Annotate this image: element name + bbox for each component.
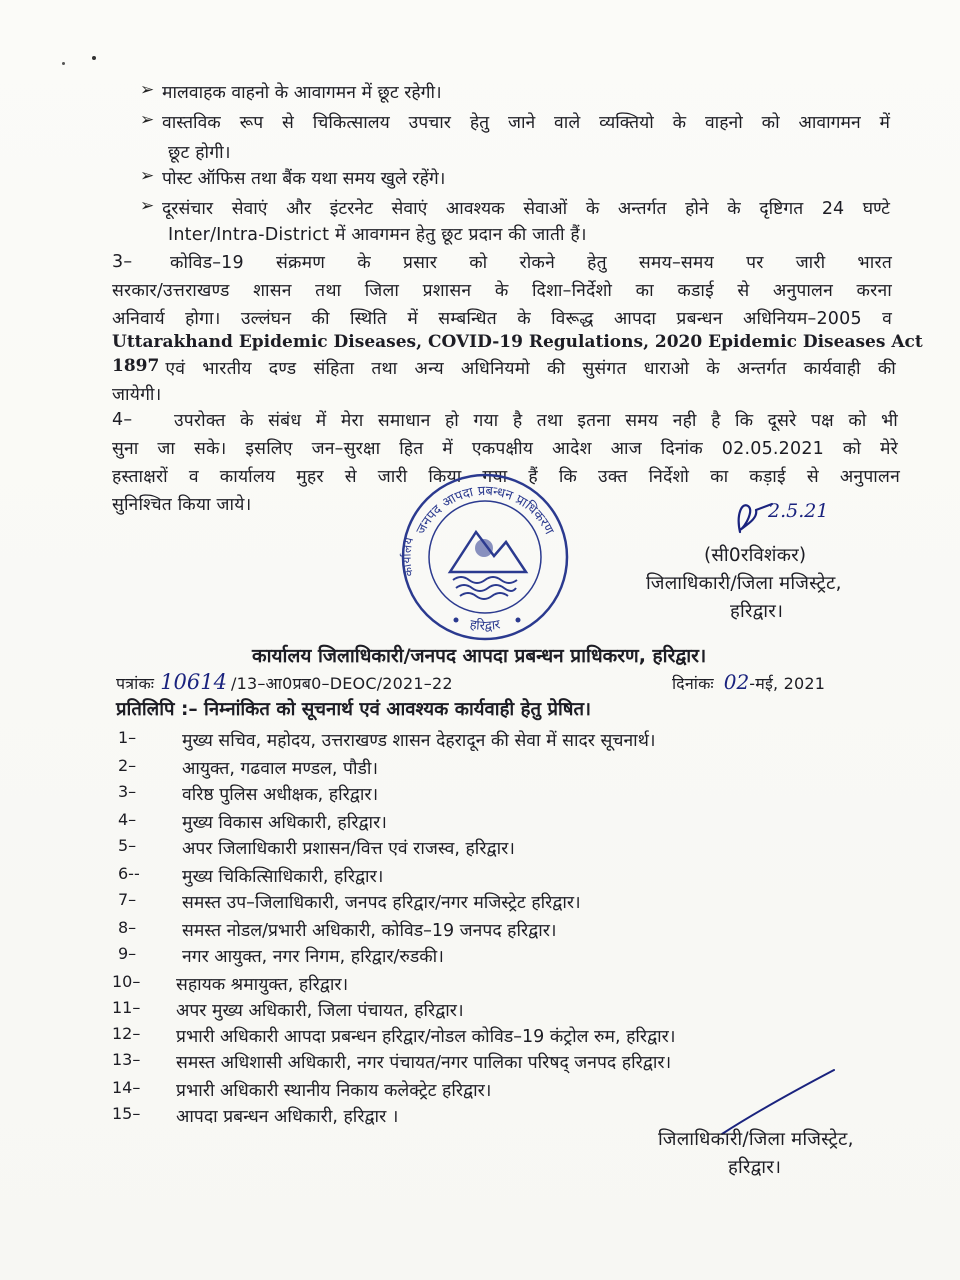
arrow-bullet-icon: ➢ xyxy=(140,80,155,100)
recipient-text: मुख्य सचिव, महोदय, उत्तराखण्ड शासन देहरादून की सेवा में सादर सूचनार्थ। xyxy=(182,731,656,751)
stamp-emblem-icon xyxy=(450,532,526,599)
recipient-text: समस्त नोडल/प्रभारी अधिकारी, कोविड–19 जनपद हरिद्वार। xyxy=(182,921,557,941)
recipient-item xyxy=(118,890,581,914)
para4-number: 4– xyxy=(112,410,133,430)
date-handwritten-day: 02 xyxy=(723,670,750,694)
para4-line: सुना जा सके। इसलिए जन–सुरक्षा हित में एकपक्षीय आदेश आज दिनांक 02.05.2021 को मेरे xyxy=(112,439,898,459)
stamp-ring-text: जनपद आपदा प्रबन्धन प्राधिकरण xyxy=(413,483,557,538)
recipient-number: 7– xyxy=(118,890,137,909)
act-year: 1897 xyxy=(112,356,160,376)
recipient-text: सहायक श्रमायुक्त, हरिद्वार। xyxy=(176,975,349,995)
bullet-item xyxy=(140,110,890,134)
recipient-item xyxy=(112,1104,398,1128)
reference-date xyxy=(672,670,825,694)
recipient-text: समस्त अधिशासी अधिकारी, नगर पंचायत/नगर पालिका परिषद् जनपद हरिद्वार। xyxy=(176,1053,672,1073)
bullet-text: दूरसंचार सेवाएं और इंटरनेट सेवाएं आवश्यक सेवाओं के अन्तर्गत होने के दृष्टिगत 24 घण्टे xyxy=(162,199,890,219)
bullet-text: पोस्ट ऑफिस तथा बैंक यथा समय खुले रहेंगे। xyxy=(162,169,446,189)
recipient-number: 5– xyxy=(118,836,137,855)
signatory-designation: जिलाधिकारी/जिला मजिस्ट्रेट, xyxy=(646,573,842,594)
bullet-item xyxy=(140,196,890,220)
copy-heading: प्रतिलिपि :– निम्नांकित को सूचनार्थ एवं आवश्यक कार्यवाही हेतु प्रेषित। xyxy=(116,699,592,720)
arrow-bullet-icon: ➢ xyxy=(140,110,155,130)
recipient-number: 14– xyxy=(112,1078,141,1097)
recipient-text: वरिष्ठ पुलिस अधीक्षक, हरिद्वार। xyxy=(182,785,379,805)
recipient-item xyxy=(118,782,378,806)
scan-speck xyxy=(92,56,96,60)
recipient-item xyxy=(112,972,348,996)
bullet-text: मालवाहक वाहनो के आवागमन में छूट रहेगी। xyxy=(162,83,442,103)
recipient-item xyxy=(118,864,383,888)
recipient-number: 13– xyxy=(112,1050,141,1069)
recipient-item xyxy=(118,944,444,968)
para3-line: कोविड–19 संक्रमण के प्रसार को रोकने हेतु समय–समय पर जारी भारत xyxy=(170,253,892,273)
stamp-bottom-text: हरिद्वार xyxy=(468,617,502,635)
recipient-text: प्रभारी अधिकारी आपदा प्रबन्धन हरिद्वार/नोडल कोविड–19 कंट्रोल रुम, हरिद्वार। xyxy=(176,1027,676,1047)
recipient-item xyxy=(118,918,557,942)
office-header: कार्यालय जिलाधिकारी/जनपद आपदा प्रबन्धन प्राधिकरण, हरिद्वार। xyxy=(252,645,707,667)
handwritten-date: 2.5.21 xyxy=(768,500,829,522)
recipient-text: अपर मुख्य अधिकारी, जिला पंचायत, हरिद्वार। xyxy=(176,1001,464,1021)
para3-line: जायेगी। xyxy=(112,385,162,405)
bullet-text: वास्तविक रूप से चिकित्सालय उपचार हेतु जाने वाले व्यक्तियो के वाहनो को आवागमन में xyxy=(162,113,890,133)
para3-line-latin: Uttarakhand Epidemic Diseases, COVID-19 Regulations, 2020 Epidemic Diseases Act xyxy=(112,332,923,352)
para3-number: 3– xyxy=(112,252,133,272)
recipient-text: मुख्य विकास अधिकारी, हरिद्वार। xyxy=(182,813,387,833)
recipient-number: 12– xyxy=(112,1024,141,1043)
para3-line: अनिवार्य होगा। उल्लंघन की स्थिति में सम्बन्धित के विरूद्ध आपदा प्रबन्धन अधिनियम–2005 व xyxy=(112,309,892,329)
svg-text:कार्यालय xyxy=(400,535,417,578)
stamp-left-text: कार्यालय xyxy=(399,535,417,578)
recipient-item xyxy=(112,998,464,1022)
arrow-bullet-icon: ➢ xyxy=(140,196,155,216)
recipient-item xyxy=(118,810,387,834)
para3-line: सरकार/उत्तराखण्ड शासन तथा जिला प्रशासन के दिशा–निर्देशो का कडाई से अनुपालन करना xyxy=(112,281,892,301)
recipient-number: 2– xyxy=(118,756,137,775)
recipient-number: 3– xyxy=(118,782,137,801)
recipient-text: अपर जिलाधिकारी प्रशासन/वित्त एवं राजस्व, हरिद्वार। xyxy=(182,839,515,859)
date-label: दिनांकः xyxy=(672,674,714,693)
recipient-item xyxy=(118,728,656,752)
arrow-bullet-icon: ➢ xyxy=(140,166,155,186)
bullet-text-cont: छूट होगी। xyxy=(168,143,231,163)
recipient-item xyxy=(112,1078,491,1102)
para4-line: उपरोक्त के संबंध में मेरा समाधान हो गया है तथा इतना समय नही है कि दूसरे पक्ष को भी xyxy=(174,411,898,431)
recipient-number: 15– xyxy=(112,1104,141,1123)
para4-line: हस्ताक्षरों व कार्यालय मुहर से जारी किया गया हैं कि उक्त निर्देशो का कड़ाई से अनुपालन xyxy=(112,467,900,487)
recipient-text: मुख्य चिकित्सािधिकारी, हरिद्वार। xyxy=(182,867,384,887)
signatory-designation: जिलाधिकारी/जिला मजिस्ट्रेट, xyxy=(658,1129,854,1150)
signatory-place: हरिद्वार। xyxy=(728,1157,782,1178)
para3-line-text: एवं भारतीय दण्ड संहिता तथा अन्य अधिनियमो की सुसंगत धाराओ के अन्तर्गत कार्यवाही की xyxy=(165,359,896,379)
recipient-text: नगर आयुक्त, नगर निगम, हरिद्वार/रुडकी। xyxy=(182,947,444,967)
ref-label: पत्रांकः xyxy=(116,674,155,693)
office-seal-stamp xyxy=(398,470,572,644)
scan-speck xyxy=(62,62,65,65)
recipient-item xyxy=(118,836,515,860)
recipient-number: 1– xyxy=(118,728,137,747)
recipient-item xyxy=(112,1050,671,1074)
reference-line xyxy=(116,670,453,694)
para3-line xyxy=(112,356,896,380)
bullet-text-cont: Inter/Intra-District में आवगमन हेतु छूट प्रदान की जाती हैं। xyxy=(168,225,587,245)
signatory-place: हरिद्वार। xyxy=(730,601,784,622)
recipient-text: आयुक्त, गढवाल मण्डल, पौडी। xyxy=(182,759,379,779)
signatory-name: (सी0रविशंकर) xyxy=(704,545,807,566)
date-rest: -मई, 2021 xyxy=(749,674,826,693)
para4-line: सुनिश्चित किया जाये। xyxy=(112,495,252,515)
recipient-number: 11– xyxy=(112,998,141,1017)
recipient-text: समस्त उप–जिलाधिकारी, जनपद हरिद्वार/नगर मजिस्ट्रेट हरिद्वार। xyxy=(182,893,581,913)
recipient-number: 6-- xyxy=(118,864,140,883)
ref-handwritten-number: 10614 xyxy=(160,670,227,694)
recipient-number: 10– xyxy=(112,972,141,991)
recipient-number: 8– xyxy=(118,918,137,937)
recipient-number: 4– xyxy=(118,810,137,829)
recipient-number: 9– xyxy=(118,944,137,963)
bullet-item xyxy=(140,166,445,190)
recipient-item xyxy=(112,1024,675,1048)
bullet-item xyxy=(140,80,442,104)
svg-text:हरिद्वार xyxy=(468,617,502,634)
recipient-text: आपदा प्रबन्धन अधिकारी, हरिद्वार । xyxy=(176,1107,399,1127)
ref-number: /13–आ0प्रब0–DEOC/2021–22 xyxy=(231,674,453,693)
recipient-item xyxy=(118,756,378,780)
recipient-text: प्रभारी अधिकारी स्थानीय निकाय कलेक्ट्रेट हरिद्वार। xyxy=(176,1081,492,1101)
